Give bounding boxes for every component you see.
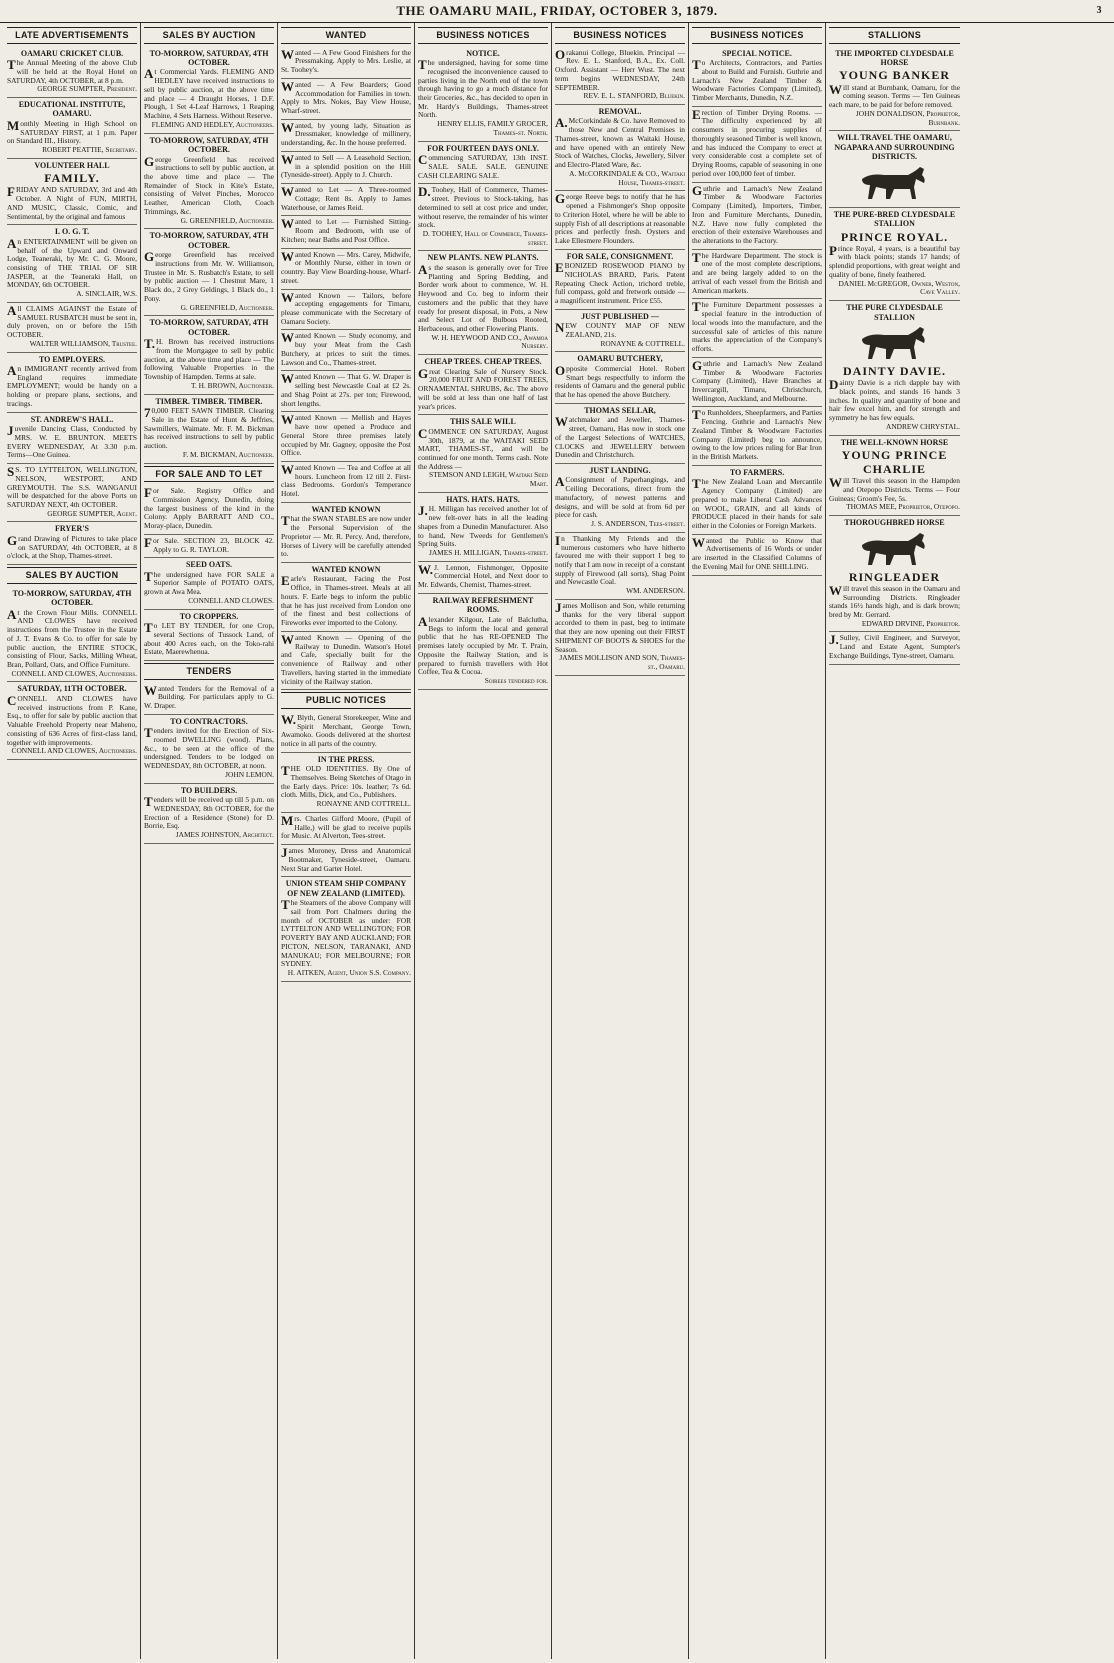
ad-title: FOR FOURTEEN DAYS ONLY. [427,143,539,153]
advertisement [281,152,411,184]
ad-body-text: Wanted Known — That G. W. Draper is selling best Newcastle Coal at £2 2s. and Shag Point at 27s. per ton; Firewood, short lengths. [281,371,411,408]
ad-body-text: George Greenfield has received instructions to sell by public auction, at the above time and place — The Remainder of Stock in Kite's Estate, consisting of Velvet Pinches, Morocco Leather, American Cloth, Coach Trimmings, &c. [144,153,274,216]
ad-body-text: Wanted Known — Mrs. Carey, Midwife, or Monthly Nurse, either in town or country. Bay View Boarding-house, Wharf-street. [281,248,411,285]
ad-body-text: Wanted Known — Tailors, before accepting engagements for Timaru, please communicate with the Secretary of Oamaru Society. [281,289,411,326]
ad-title: RAILWAY REFRESHMENT ROOMS. [432,595,534,615]
ad-signature: THOMAS MEE, Proprietor, Otepopo. [846,502,960,512]
advertisement [281,877,411,981]
ad-body-text: Grand Drawing of Pictures to take place on SATURDAY, 4th OCTOBER, at 8 o'clock, at the Shop, Thames-street. [7,532,137,561]
ad-body-text: Tenders invited for the Erection of Six-roomed DWELLING (wood). Plans, &c., to be seen at the office of the undersigned. Tenders to be lodged on WEDNESDAY, 8th OCTOBER, at noon. [144,725,274,771]
ad-body-text: SS. TO LYTTELTON, WELLINGTON, NELSON, WESTPORT, AND GREYMOUTH. The S.S. WANGANUI will be despatched for the above Ports on SATURDAY NEXT, 4th OCTOBER. [7,464,137,509]
advertisement [7,587,137,683]
ad-body-text: J.H. Milligan has received another lot of new felt-over hats in all the leading shapes from a Dunedin Manufacturer. Also to hand, New Tweeds for Gentlemen's Spring Suits. [418,503,548,549]
advertisement [692,47,822,107]
ad-signature: CONNELL AND CLOWES, Auctioneers. [11,746,137,756]
advertisement [281,184,411,216]
advertisement [281,712,411,753]
ad-signature: STEMSON AND LEIGH, Waitaki Seed Mart. [429,470,548,489]
ad-body-text: Mrs. Charles Gifford Moore, (Pupil of Halle,) will be glad to receive pupils for Music. At Alverton, Tees-street. [281,812,411,841]
advertisement [281,632,411,690]
ad-body-text: A.McCorkindale & Co. have Removed to those New and Central Premises in Thames-street, known as Waitaki House, and have opened with an entirely New Stock of Watches, Clocks, Jewellery, Silver and Electro-Plated Ware, &c. [555,115,685,170]
advertisement [418,355,548,415]
advertisement [144,47,274,134]
ad-title: TO-MORROW, SATURDAY, 4TH OCTOBER. [149,48,269,68]
column-header: BUSINESS NOTICES [692,27,822,44]
ad-signature: A. McCORKINDALE & CO., Waitaki House, Thames-street. [569,168,685,187]
advertisement [829,208,960,301]
ad-body-text: Wanted to Sell — A Leasehold Section, in a splendid position on the Hill (Tyneside-street). Apply to J. Church. [281,151,411,180]
advertisement [281,813,411,845]
ad-body-text: The Steamers of the above Company will sail from Port Chalmers during the month of OCTOBER as under: FOR LYTTELTON AND WELLINGTON; FOR POVERTY BAY AND AUCKLAND; FOR PICTON, NELSON, TARANAKI, AND MANUKAU; FOR MELBOURNE; FOR SYDNEY. [281,897,411,969]
ad-title: THOROUGHBRED HORSE [844,518,945,528]
ad-title: WANTED KNOWN [311,565,381,575]
advertisement [144,715,274,784]
ad-signature: D. TOOHEY, Hall of Commerce, Thames-street. [422,228,548,247]
ad-title: JUST LANDING. [589,465,651,475]
ad-signature: F. M. BICKMAN, Auctioneer. [182,449,274,459]
ad-title: NOTICE. [466,48,500,58]
advertisement [144,316,274,394]
ad-title: HATS. HATS. HATS. [446,494,520,504]
ad-body-text: To Runholders, Sheepfarmers, and Parties Fencing. Guthrie and Larnach's New Zealand Timber & Woodware Factories Company (Limited) beg to announce, owing to the low prices ruling for Bar Iron in the British Markets. [692,407,822,462]
column-header: BUSINESS NOTICES [418,27,548,44]
ad-title: CHEAP TREES. CHEAP TREES. [424,357,542,367]
ad-title: SATURDAY, 11TH OCTOBER. [17,684,127,694]
ad-body-text: Wanted to Let — A Three-roomed Cottage; Rent 8s. Apply to James Waterhouse, or James Reid. [281,184,411,212]
column-header: STALLIONS [829,27,960,44]
advertisement [418,562,548,594]
ad-title: TIMBER. TIMBER. TIMBER. [155,396,263,406]
advertisement [281,330,411,371]
advertisement [555,352,685,403]
ad-body-text: 70,000 FEET SAWN TIMBER. Clearing Sale in the Estate of Hunt & Jeffries, Sawmillers, Waimate. Mr. F. M. Bickman has received instructions to sell by public auction. [144,405,274,451]
advertisement [692,407,822,465]
ad-title: TO FARMERS. [729,467,785,477]
advertisement [281,47,411,79]
ad-body-text: Wanted — A Few Good Finishers for the Pressmaking. Apply to Mrs. Leslie, at St. Toohey's. [281,46,411,75]
ad-title: EDUCATIONAL INSTITUTE, OAMARU. [18,99,126,119]
advertisement [144,485,274,535]
ad-body-text: D.Toohey, Hall of Commerce, Thames-street. Previous to Stock-taking, has determined to sell at cost price and under, without reserve, the remainder of his winter stock. [418,184,548,230]
advertisement [692,183,822,250]
ad-body-text: Wanted the Public to Know that Advertisements of 16 Words or under are inserted in the Classified Columns of the Evening Mail for ONE SHILLING. [692,534,822,571]
ad-title: JUST PUBLISHED — [581,311,659,321]
ad-signature: EDWARD DRVINE, Proprietor. [861,618,960,628]
ad-body-text: All CLAIMS AGAINST the Estate of SAMUEL RUSBATCH must be sent in, duly proven, on or before the 15th OCTOBER. [7,302,137,340]
advertisement [281,120,411,152]
ad-title: THIS SALE WILL [450,417,516,427]
column-business-notices-3 [689,23,826,1659]
ad-signature: WALTER WILLIAMSON, Trustee. [29,338,137,348]
ad-body-text: Wanted Tenders for the Removal of a Building. For particulars apply to G. W. Draper. [144,682,274,711]
ad-signature: HENRY ELLIS, FAMILY GROCER, Thames-st. North. [437,119,548,137]
ad-signature: W. H. HEYWOOD AND CO., Awamoa Nursery. [431,332,548,351]
ad-title: TO-MORROW, SATURDAY, 4TH OCTOBER. [149,318,269,337]
ad-body-text: For Sale. Registry Office and Commission Agency, Dunedin, doing the largest business of the kind in the Colony. Apply BARRATT AND CO., Moray-place, Dunedin. [144,485,274,531]
advertisement [418,142,548,185]
ad-body-text: Will stand at Burnbank, Oamaru, for the coming season. Terms — Ten Guineas each mare, to be paid for before removed. [829,81,960,110]
masthead-title: THE OAMARU MAIL, FRIDAY, OCTOBER 3, 1879. [396,3,718,19]
ad-body-text: The Furniture Department possesses a special feature in the introduction of local woods into the manufacture, and the successful sale of articles of this nature marks the appreciation of the Company's efforts. [692,299,822,354]
ad-signature: JAMES JOHNSTON, Architect. [175,830,274,840]
ad-title: THE PURE-BRED CLYDESDALE STALLION [833,209,956,229]
ad-body-text: Earle's Restaurant, Facing the Post Office, in Thames-street. Meals at all hours. F. Earle begs to inform the public that he has just received from London one of the finest and best collections of Fireworks ever imported to the Colony. [281,573,411,628]
masthead [0,0,1114,23]
ad-body-text: George Greenfield has received instructions from Mr. W. Williamson, Trustee in Mr. S. Rusbatch's Estate, to sell by public auction — 1 Chestnut Mare, 1 Black do., 2 Grey Geldings, 1 Black do., 1 Pony. [144,249,274,303]
column-late-ads [4,23,141,1659]
advertisement [7,159,137,226]
advertisement [281,845,411,877]
column-stallions [826,23,963,1659]
ad-body-text: Wanted Known — Tea and Coffee at all hours. Luncheon from 12 till 2. First-class Bedrooms. Gordon's Temperance Hotel. [281,461,411,499]
ad-title: NEW PLANTS. NEW PLANTS. [427,253,539,263]
advertisement [7,464,137,522]
ad-signature: RONAYNE AND COTTRELL. [316,799,411,809]
ad-signature: FLEMING AND HEDLEY, Auctioneers. [151,119,274,129]
page-number: 3 [1096,5,1102,17]
ad-title: TO CROPPERS. [179,611,239,621]
ad-body-text: Monthly Meeting in High School on SATURDAY FIRST, at 1 p.m. Paper on Standard III., History. [7,117,137,146]
ad-headline: PRINCE ROYAL. [840,229,949,244]
advertisement [555,47,685,105]
ad-body-text: AConsignment of Paperhangings, and Ceiling Decorations, direct from the manufactory, of newest patterns and designs, and will be sold at from 6d per piece for cash. [555,474,685,520]
ad-body-text: COMMENCE ON SATURDAY, August 30th, 1879, at the WAITAKI SEED MART, THAMES-ST., and will be continued for one month. Terms cash. Note the Address — [418,425,548,471]
column-business-notices-2 [552,23,689,1659]
ad-signature: CONNELL AND CLOWES. [188,595,274,605]
column-header: SALES BY AUCTION [144,27,274,44]
ad-body-text: At Commercial Yards. FLEMING AND HEDLEY have received instructions to sell by public auction, at the above time and place — 4 Draught Horses, 1 D.F. Plough, 1 Set 4-Leaf Harrows, 1 Reaping Machine, 4 Sets Harness. Without Reserve. [144,66,274,121]
ad-body-text: The New Zealand Loan and Mercantile Agency Company (Limited) are prepared to make Liberal Cash Advances on WOOL, GRAIN, and all kinds of PRODUCE placed in their hands for sale either in the Colonies or Foreign Markets. [692,476,822,530]
column-header: WANTED [281,27,411,44]
section-header: FOR SALE AND TO LET [144,466,274,483]
column-sales-by-auction [141,23,278,1659]
ad-signature: DANIEL McGREGOR, Owner, Weston, Cave Valley. [838,278,960,297]
ad-body-text: In Thanking My Friends and the numerous customers who have hitherto favoured me with their support I beg to notify that I am now in receipt of a constant supply of Firewood (all sorts), Shag Point and Newcastle Coal. [555,532,685,587]
ad-body-text: Juvenile Dancing Class, Conducted by MRS. W. E. BRUNTON. MEETS EVERY WEDNESDAY, At 3.30 p.m. Terms—One Guinea. [7,423,137,460]
ad-headline: YOUNG BANKER [838,68,950,83]
ad-headline: DAINTY DAVIE. [842,363,947,378]
ad-body-text: James Moroney, Dress and Anatomical Bootmaker, Tyneside-street, Oamaru. Next Star and Garter Hotel. [281,845,411,873]
ad-body-text: George Reeve begs to notify that he has opened a Fishmonger's Shop opposite to Criterion Hotel, where he will be able to supply Fish of all descriptions at reasonable prices and perfectly fresh. Oysters and Lake Ellesmere Flounders. [555,191,685,245]
horse-illustration-icon [850,531,940,567]
ad-body-text: Tenders will be received up till 5 p.m. on WEDNESDAY, 8th OCTOBER, for the Erection of a Residence (Stone) for D. Borrie, Esq. [144,794,274,831]
ad-body-text: Wanted Known — Mellish and Hayes have now opened a Produce and General Store three premises lately occupied by Mr. Gagney, opposite the Post Office. [281,412,411,458]
advertisement [418,594,548,690]
ad-body-text: Wanted Known — Opening of the Railway to Dunedin. Watson's Hotel and Cafe, specially built for the convenience of Railway and other Travellers, having started in the immediate vicinity of the Railway station. [281,631,411,686]
advertisement [418,251,548,355]
advertisement [692,535,822,576]
ad-body-text: As the season is generally over for Tree Planting and Spring Bedding, and Border work about to commence, W. H. Heywood and Co. beg to inform their customers and the public that they have ready for present disposal, in Pots, a New and Select Lot of Bulbous Rooted, Herbaceous, and other Flowering Plants. [418,261,548,334]
horse-shape [862,167,925,199]
advertisement [692,358,822,408]
ad-signature: G. GREENFIELD, Auctioneer. [180,302,274,312]
advertisement [418,493,548,562]
ad-signature: ANDREW CHRYSTAL. [885,421,960,431]
newspaper-columns [0,23,1114,1659]
ad-body-text: The Annual Meeting of the above Club will be held at the Royal Hotel on SATURDAY, 4th OCTOBER, at 8 p.m. [7,57,137,85]
ad-headline: FAMILY. [44,171,100,186]
advertisement [555,533,685,600]
ad-body-text: EBONIZED ROSEWOOD PIANO by NICHOLAS BRARD, Paris. Patent Repeating Check Action, trichord treble, full compass, gold and fretwork outside — a magnificent instrument. Price £55. [555,260,685,306]
ad-body-text: To Architects, Contractors, and Parties about to Build and Furnish. Guthrie and Larnach's New Zealand Timber & Woodware Factories Company (Limited), Timber Merchants, Dunedin, N.Z. [692,57,822,102]
ad-body-text: The undersigned have FOR SALE a Superior Sample of POTATO OATS, grown at Awa Mea. [144,568,274,597]
ad-title: WANTED KNOWN [311,504,381,514]
advertisement [555,464,685,533]
ad-signature: JOHN LEMON. [225,769,274,779]
ad-body-text: Prince Royal, 4 years, is a beautiful bay with black points; stands 17 hands; of splendid proportions, with great weight and quality of bone, finely feathered. [829,242,960,279]
ad-signature: ROBERT PEATTIE, Secretary. [42,145,137,155]
horse-illustration-icon [850,165,940,201]
advertisement [281,216,411,248]
ad-body-text: Dainty Davie is a rich dapple bay with black points, and stands 16 hands 3 inches. In quality and quantity of bone and hair few excel him, and for strength and symmetry he has few equals. [829,377,960,423]
column-header: LATE ADVERTISEMENTS [7,27,137,44]
advertisement [7,413,137,464]
ad-signature: Soirees tendered for. [484,675,548,685]
advertisement [418,415,548,493]
advertisement [829,516,960,632]
advertisement [144,134,274,230]
ad-body-text: Watchmaker and Jeweller, Thames-street, Oamaru, Has now in stock one of the Largest Selections of WATCHES, CLOCKS and JEWELLERY between Dunedin and Christchurch. [555,414,685,460]
ad-body-text: T.H. Brown has received instructions from the Mortgagee to sell by public auction, at the above time and place — The following Valuable Properties in the Township of Hampden. Terms at sale. [144,336,274,382]
advertisement [7,522,137,565]
ad-title: THE PURE CLYDESDALE STALLION [846,303,943,322]
ad-signature: GEORGE SUMPTER, Agent. [47,508,137,518]
advertisement [144,558,274,609]
advertisement [144,395,274,464]
advertisement [281,462,411,503]
ad-title: FOR SALE, CONSIGNMENT. [566,251,674,261]
ad-body-text: Great Clearing Sale of Nursery Stock. 20,000 FRUIT AND FOREST TREES, ORNAMENTAL SHRUBS, &c. The above will be sold at less than one half of last year's prices. [418,365,548,411]
ad-body-text: The Hardware Department. The stock is one of the most complete descriptions, and are being largely added to on the arrival of each vessel from the British and American markets. [692,249,822,295]
advertisement [7,225,137,303]
ad-body-text: Erection of Timber Drying Rooms. — The difficulty experienced by all consumers in procuring supplies of thoroughly seasoned Timber is well known, and has induced the Company to erect at very considerable cost a complete set of Drying Rooms, capable of seasoning in one period over 100,000 feet of timber. [692,106,822,178]
ad-signature: JOHN DONALDSON, Proprietor, Burnbank. [855,108,960,127]
column-wanted [278,23,415,1659]
section-header: SALES BY AUCTION [7,567,137,584]
advertisement [144,610,274,661]
ad-body-text: An ENTERTAINMENT will be given on behalf of the Upward and Onward Lodge, Teaneraki, by Mr. C. G. Moore, consisting of THE TRIAL OF SIR JASPER, at the Teaneraki Hall, on MONDAY, 6th OCTOBER. [7,235,137,290]
column-business-notices-1 [415,23,552,1659]
ad-title: TO-MORROW, SATURDAY, 4TH OCTOBER. [149,231,269,250]
advertisement [7,303,137,353]
advertisement [7,98,137,159]
advertisement [829,632,960,664]
ad-body-text: Will travel this season in the Oamaru and Surrounding Districts. Ringleader stands 16½ hands high, and is dark brown; bred by Mr. Gerrard. [829,582,960,619]
ad-body-text: THE OLD IDENTITIES. By One of Themselves. Being Sketches of Otago in the Early days. Price: 10s. leather; 7s 6d. cloth. Mills, Dick, and Co., Publishers. [281,763,411,800]
ad-headline: YOUNG PRINCE CHARLIE [841,447,948,477]
ad-body-text: Wanted to Let — Furnished Sitting-Room and Bedroom, with use of Kitchen; near Baths and Post Office. [281,216,411,244]
advertisement [555,600,685,676]
advertisement [418,47,548,142]
advertisement [281,249,411,290]
ad-title: REMOVAL. [598,107,642,117]
ad-title: TO-MORROW, SATURDAY, 4TH OCTOBER. [149,135,269,155]
ad-body-text: The undersigned, having for some time recognised the inconvenience caused to parties living in the North end of the town through having to go a much distance for their Groceries, &c., has decided to open in Mr. Hardy's Buildings, Thames-street North. [418,57,548,120]
advertisement [692,466,822,535]
advertisement [144,229,274,316]
ad-signature: T. H. BROWN, Auctioneer. [190,380,274,390]
ad-body-text: J.Sulley, Civil Engineer, and Surveyor, Land and Estate Agent, Sumpter's Exchange Buildings, Tyne-street, Oamaru. [829,632,960,660]
advertisement [281,503,411,563]
advertisement [829,436,960,517]
ad-body-text: Wanted, by young lady, Situation as Dressmaker, knowledge of millinery, understanding, &c. In the house preferred. [281,119,411,148]
advertisement [555,250,685,310]
advertisement [692,250,822,300]
advertisement [829,131,960,207]
ad-body-text: Wanted Known — Study economy, and buy your Meat from the Cash Butchery, at prices to suit the times. Lawson and Co., Thames-street. [281,330,411,367]
advertisement [281,753,411,813]
ad-title: FRYER'S [55,524,89,534]
advertisement [144,535,274,558]
ad-title: OAMARU BUTCHERY, [577,354,663,364]
advertisement [7,353,137,413]
ad-body-text: For Sale. SECTION 23, BLOCK 42. Apply to G. R. TAYLOR. [144,534,274,554]
ad-title: TO-MORROW, SATURDAY, 4TH OCTOBER. [12,588,132,608]
horse-shape [862,533,925,565]
ad-body-text: Guthrie and Larnach's New Zealand Timber & Woodware Factories Company (Limited), Importers, Timber, Iron and Furniture Merchants, Dunedin, N.Z. Have now fully completed the erection of their extensive Warehouses and the alterations to the Factory. [692,182,822,245]
ad-title: UNION STEAM SHIP COMPANY OF NEW ZEALAND (LIMITED). [285,879,407,898]
ad-body-text: Opposite Commercial Hotel. Robert Smart begs respectfully to inform the residents of Oamaru and the general public that he has opened the above Butchery. [555,362,685,400]
horse-shape [862,327,925,359]
advertisement [144,784,274,844]
ad-body-text: FRIDAY AND SATURDAY, 3rd and 4th October. A Night of FUN, MIRTH, AND MUSIC, Classic, Comic, and Sentimental, by the original and famous [7,184,137,221]
ad-illustration [829,324,960,362]
ad-title: SPECIAL NOTICE. [722,48,792,58]
ad-title: TO EMPLOYERS. [38,354,106,364]
ad-body-text: At the Crown Flour Mills. CONNELL AND CLOWES have received instructions from the Trustee in the Estate of J. T. Evans & Co. to offer for sale by public auction, the ENTIRE STOCK, consisting of Flour, Sacks, Milling Wheat, Bran, Pollard, Oats, and Office Furniture. [7,606,137,669]
advertisement [281,290,411,331]
advertisement [418,184,548,251]
ad-body-text: Commencing SATURDAY, 13th INST. SALE. SALE. SALE. GENUINE CASH CLEARING SALE. [418,152,548,180]
ad-title: WILL TRAVEL THE OAMARU, NGAPARA AND SURROUNDING DISTRICTS. [834,133,955,162]
ad-body-text: NEW COUNTY MAP OF NEW ZEALAND, 21s. [555,320,685,340]
ad-signature: REV. E. L. STANFORD, Bluekin. [583,91,685,101]
section-header: TENDERS [144,663,274,680]
advertisement [281,563,411,632]
ad-body-text: Will Travel this season in the Hampden and Otepopo Districts. Terms — Four Guineas; Groom's Fee, 5s. [829,475,960,503]
ad-body-text: W.Blyth, General Storekeeper, Wine and Spirit Merchant, George Town, Awamoko. Goods delivered at the shortest notice in all parts of the country. [281,711,411,749]
ad-title: I. O. G. T. [54,227,90,237]
advertisement [7,47,137,98]
ad-body-text: James Mollison and Son, while returning thanks for the very liberal support accorded to them in past, beg to intimate that they are now opening out their FIRST SHIPMENT OF BOOTS & SHOES for the Season. [555,599,685,654]
ad-body-text: Guthrie and Larnach's New Zealand Timber & Woodware Factories Company (Limited), Have Branches at Invercargill, Timaru, Christchurch, Wellington, Auckland, and Melbourne. [692,357,822,403]
ad-body-text: Wanted — A Few Boarders; Good Accommodation for Families in town. Apply to Mrs. Nokes, Bay View House, Wharf-street. [281,78,411,116]
ad-title: IN THE PRESS. [317,754,375,764]
advertisement [144,683,274,715]
ad-signature: WM. ANDERSON. [626,586,685,596]
column-header: BUSINESS NOTICES [555,27,685,44]
ad-signature: G. GREENFIELD, Auctioneer. [180,215,274,225]
advertisement [7,682,137,760]
ad-title: OAMARU CRICKET CLUB. [20,48,124,58]
ad-signature: J. S. ANDERSON, Tees-street. [591,519,685,529]
advertisement [281,412,411,462]
ad-signature: A. SINCLAIR, W.S. [76,289,137,299]
advertisement [692,299,822,357]
section-header: PUBLIC NOTICES [281,692,411,709]
ad-title: ST. ANDREW'S HALL. [30,414,114,424]
advertisement [281,79,411,120]
ad-body-text: CONNELL AND CLOWES have received instructions from P. Kane, Esq., to offer for sale by public auction that Valuable Freehold Property near Maheno, consisting of 636 Acres of first-class land, together with improvements. [7,692,137,747]
ad-signature: GEORGE SUMPTER, President. [37,84,137,94]
ad-body-text: Orakanui College, Bluekin. Principal — Rev. E. L. Stanford, B.A., Ex. Coll. Oxford. Assistant — Herr Wust. The next term begins WEDNESDAY, 24th SEPTEMBER. [555,46,685,92]
ad-signature: CONNELL AND CLOWES, Auctioneers. [11,668,137,678]
advertisement [829,47,960,132]
horse-illustration-icon [850,325,940,361]
advertisement [281,371,411,412]
ad-illustration [829,164,960,202]
ad-signature: JAMES H. MILLIGAN, Thames-street. [428,548,548,558]
ad-title: SEED OATS. [185,560,233,570]
ad-signature: H. AITKEN, Agent, Union S.S. Company. [287,968,411,978]
advertisement [555,105,685,191]
ad-signature: RONAYNE & COTTRELL. [600,338,685,348]
ad-headline: RINGLEADER [848,569,941,584]
ad-illustration [829,530,960,568]
ad-title: TO CONTRACTORS. [170,716,248,726]
advertisement [692,107,822,183]
advertisement [555,310,685,353]
advertisement [555,191,685,249]
ad-title: TO BUILDERS. [180,785,238,795]
ad-signature: JAMES MOLLISON AND SON, Thames-st., Oamaru. [559,653,685,672]
ad-body-text: An IMMIGRANT recently arrived from England requires immediate EMPLOYMENT; would be handy on a holding or prepare plans, sections, and tracings. [7,363,137,408]
ad-body-text: To LET BY TENDER, for one Crop, several Sections of Tussock Land, of about 400 Acres each, on the Toko-rahi Estate, Maerewhenua. [144,620,274,657]
ad-title: THE WELL-KNOWN HORSE [840,437,949,447]
advertisement [555,404,685,464]
advertisement [829,301,960,435]
ad-title: VOLUNTEER HALL [34,160,110,170]
ad-body-text: Alexander Kilgour, Late of Balclutha, Begs to inform the local and general public that he has RE-OPENED The premises lately occupied by Mr. T. Prain, Opposite the Railway Station, and is prepared to furnish travellers with Hot Coffee, Tea & Cocoa. [418,613,548,677]
ad-body-text: W.J. Lennon, Fishmonger, Opposite Commercial Hotel, and Next door to Mr. Edwards, Chemist, Thames-street. [418,561,548,590]
ad-body-text: That the SWAN STABLES are now under the Personal Supervision of the Proprietor — Mr. R. Percy. And, therefore, Horses of Livery will be carefully attended to. [281,513,411,559]
ad-title: THE IMPORTED CLYDESDALE HORSE [835,48,954,68]
ad-title: THOMAS SELLAR, [584,405,656,415]
